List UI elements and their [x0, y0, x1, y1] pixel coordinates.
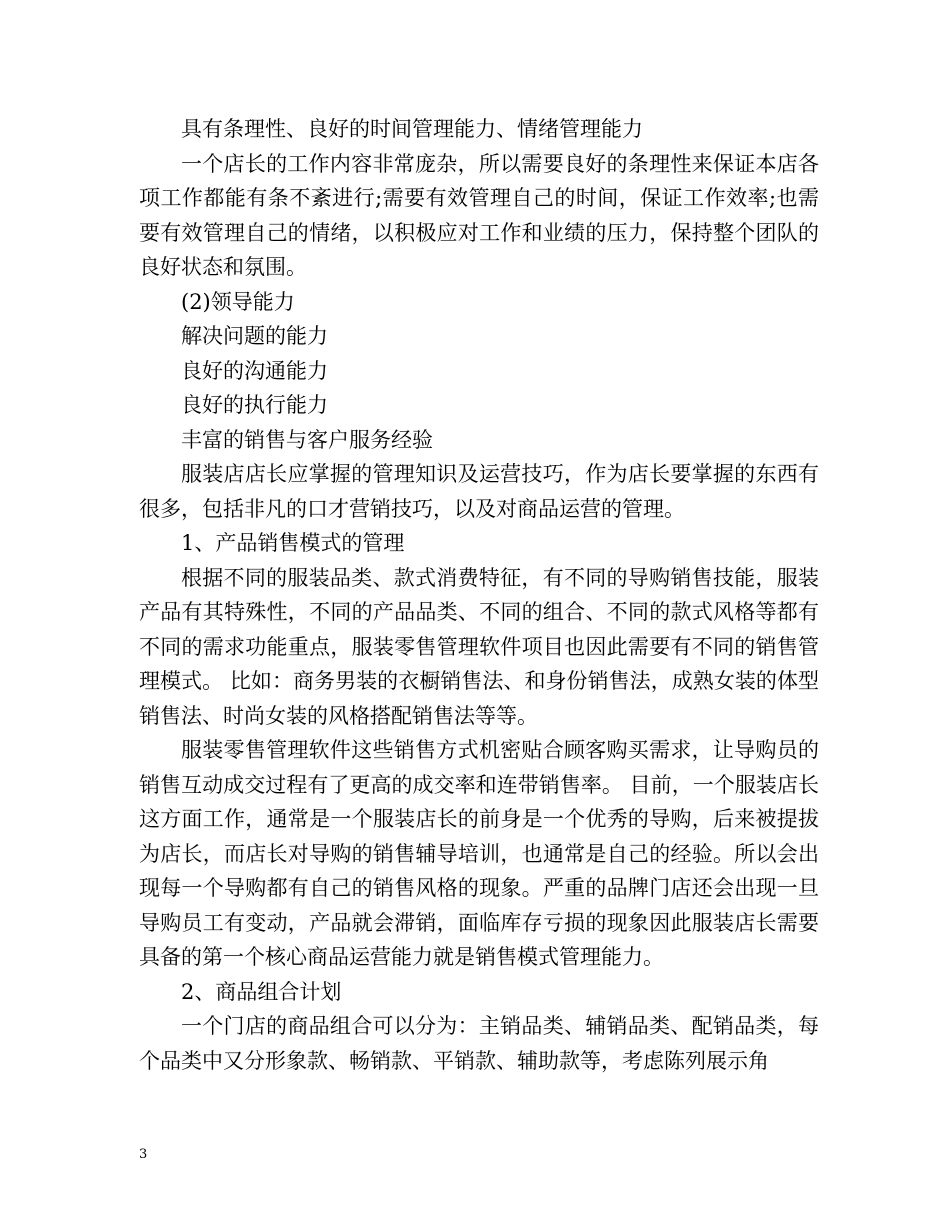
list-item-problem-solving: 解决问题的能力: [181, 324, 328, 348]
page-body: [139, 112, 819, 1078]
paragraph-heading-product-mix: 2、商品组合计划: [181, 979, 342, 1004]
paragraph-heading-sales-mode: 1、产品销售模式的管理: [181, 531, 405, 555]
list-item-communication: 良好的沟通能力: [181, 358, 328, 383]
paragraph-heading-organization: 具有条理性、良好的时间管理能力、情绪管理能力: [181, 117, 643, 141]
paragraph-management-knowledge: 服装店店长应掌握的管理知识及运营技巧，作为店长要掌握的东西有很多，包括非凡的口才营销技巧，以及对商品运营的管理。: [139, 462, 819, 521]
paragraph-sales-mode-analysis: 服装零售管理软件这些销售方式机密贴合顾客购买需求，让导购员的销售互动成交过程有了更高的成交率和连带销售率。 目前，一个服装店长这方面工作，通常是一个服装店长的前身是一个优秀的导购，后来被提拔为店长，而店长对导购的销售辅导培训，也通常是自己的经验。所以会出现每一个导购都有自己的销售风格的现象。严重的品牌门店还会出现一旦导购员工有变动，产品就会滞销，面临库存亏损的现象因此服装店长需要具备的第一个核心商品运营能力就是销售模式管理能力。: [139, 738, 819, 969]
list-item-execution: 良好的执行能力: [181, 393, 328, 417]
paragraph-product-mix-detail: 一个门店的商品组合可以分为：主销品类、辅销品类、配销品类，每个品类中又分形象款、畅销款、平销款、辅助款等，考虑陈列展示角: [139, 1014, 819, 1073]
paragraph-sales-mode-detail: 根据不同的服装品类、款式消费特征，有不同的导购销售技能，服装产品有其特殊性，不同的产品品类、不同的组合、不同的款式风格等都有不同的需求功能重点，服装零售管理软件项目也因此需要有不同的销售管理模式。 比如：商务男装的衣橱销售法、和身份销售法，成熟女装的体型销售法、时尚女装的风格搭配销售法等等。: [139, 565, 819, 728]
paragraph-organization-detail: 一个店长的工作内容非常庞杂，所以需要良好的条理性来保证本店各项工作都能有条不紊进行;需要有效管理自己的时间，保证工作效率;也需要有效管理自己的情绪，以积极应对工作和业绩的压力，保持整个团队的良好状态和氛围。: [139, 151, 819, 279]
list-item-sales-experience: 丰富的销售与客户服务经验: [181, 427, 433, 452]
page-number: 3: [139, 1147, 148, 1162]
paragraph-heading-leadership: (2)领导能力: [181, 289, 295, 314]
